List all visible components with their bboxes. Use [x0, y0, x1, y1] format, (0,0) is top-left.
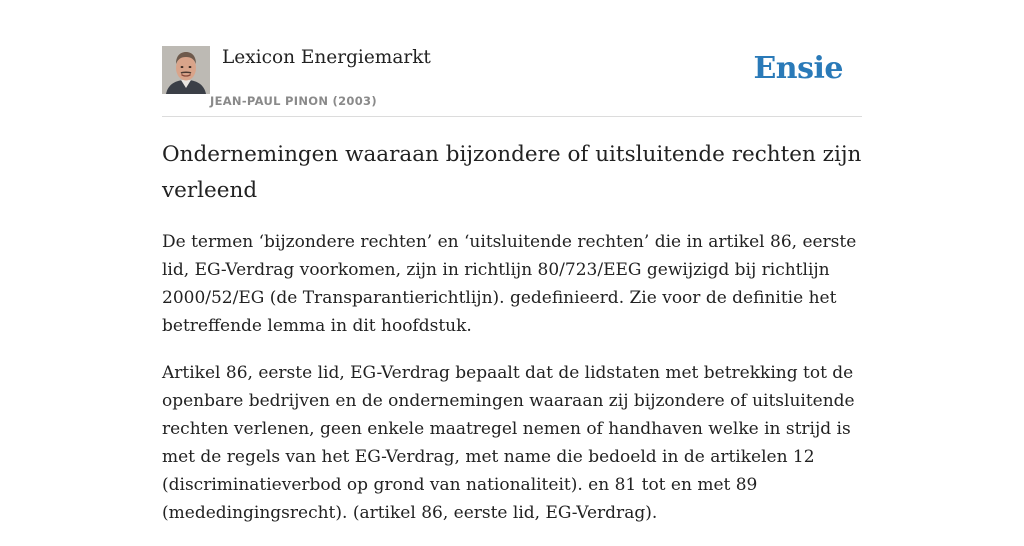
- entry-body: [162, 228, 862, 546]
- entry-paragraph: De termen ‘bijzondere rechten’ en ‘uitsluitende rechten’ die in artikel 86, eerste lid, EG-Verdrag voorkomen, zijn in richtlijn 80/723/EEG gewijzigd bij richtlijn 2000/52/EG (de Transparantierichtlijn). gedefinieerd. Zie voor de definitie het betreffende lemma in dit hoofdstuk.: [162, 232, 857, 336]
- author-portrait-icon: [162, 46, 210, 94]
- ensie-logo[interactable]: Ensie: [753, 51, 843, 86]
- author-name[interactable]: JEAN-PAUL PINON (2003): [210, 94, 377, 108]
- book-title[interactable]: Lexicon Energiemarkt: [222, 47, 431, 68]
- avatar[interactable]: [162, 46, 210, 94]
- header: [162, 0, 862, 117]
- entry-title: Ondernemingen waaraan bijzondere of uitsluitende rechten zijn verleend: [162, 142, 862, 203]
- page: [162, 0, 862, 523]
- entry-paragraph: Artikel 86, eerste lid, EG-Verdrag bepaalt dat de lidstaten met betrekking tot de openbare bedrijven en de ondernemingen waaraan zij bijzondere of uitsluitende rechten verlenen, geen enkele maatregel nemen of handhaven welke in strijd is met de regels van het EG-Verdrag, met name die bedoeld in de artikelen 12 (discriminatieverbod op grond van nationaliteit). en 81 tot en met 89 (mededingingsrecht). (artikel 86, eerste lid, EG-Verdrag).: [162, 363, 855, 523]
